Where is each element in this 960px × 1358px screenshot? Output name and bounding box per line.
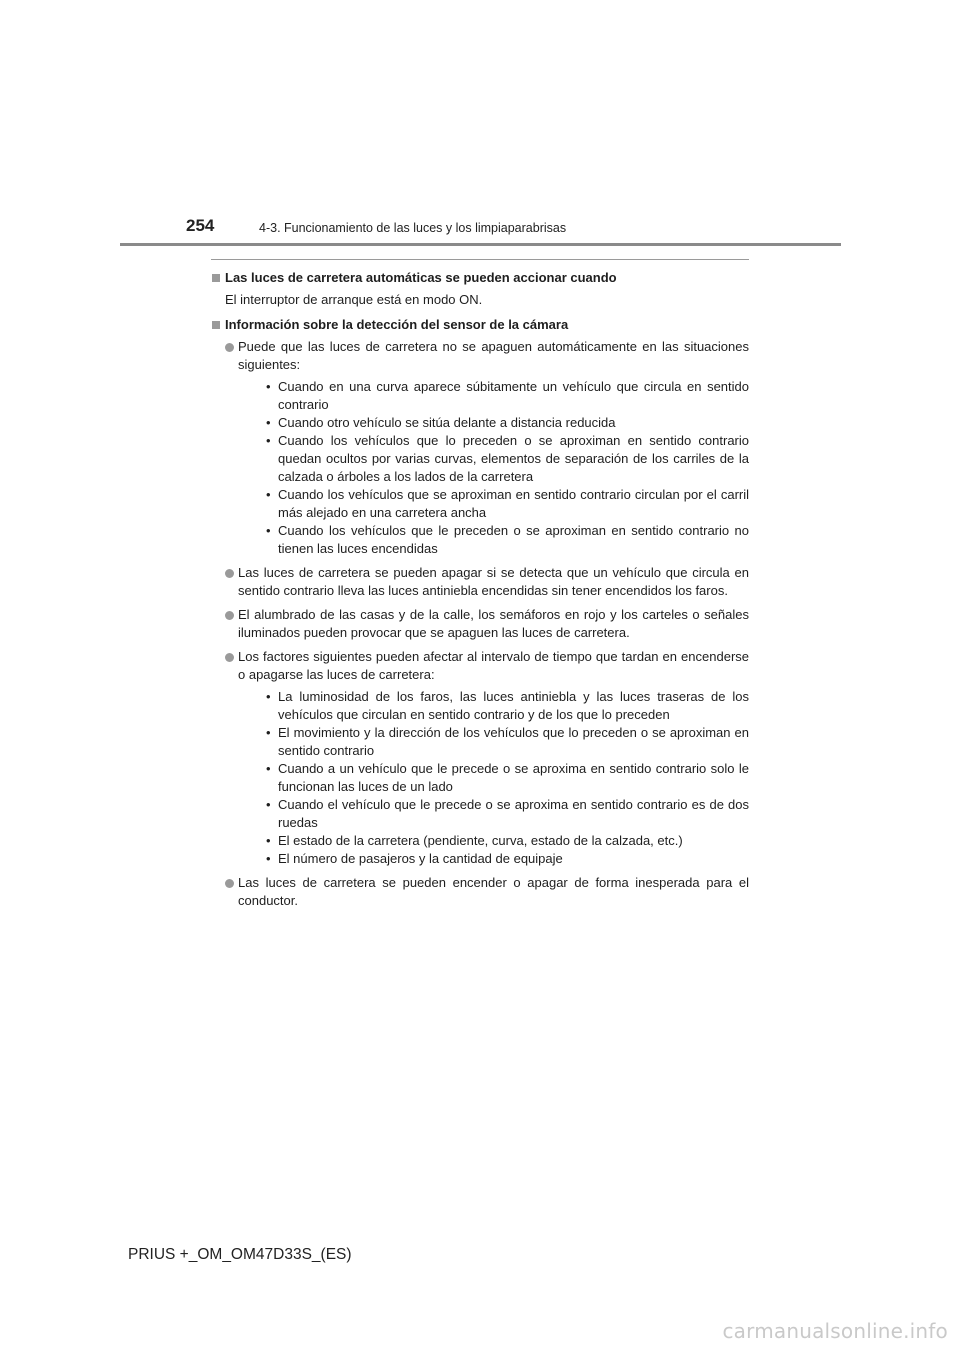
sub-bullet: • El número de pasajeros y la cantidad de equipaje — [266, 851, 563, 866]
sub-bullet: • Cuando los vehículos que se aproximan en sentido contrario circulan por el carril más alejado en una carretera ancha — [266, 487, 749, 520]
sub-bullet: • El movimiento y la dirección de los vehículos que lo preceden o se aproximan en sentido contrario — [266, 725, 749, 758]
sub-bullet: • La luminosidad de los faros, las luces antiniebla y las luces traseras de los vehículos que circulan en sentido contrario y de los que lo preceden — [266, 689, 749, 722]
sub-bullet: • Cuando a un vehículo que le precede o se aproxima en sentido contrario solo le funcionan las luces de un lado — [266, 761, 749, 794]
sub-bullet: • El estado de la carretera (pendiente, curva, estado de la calzada, etc.) — [266, 833, 683, 848]
sub-bullet: • Cuando otro vehículo se sitúa delante a distancia reducida — [266, 415, 616, 430]
section-title: 4-3. Funcionamiento de las luces y los limpiaparabrisas — [259, 221, 567, 235]
page-number: 254 — [186, 216, 215, 235]
square-bullet-icon — [212, 274, 220, 282]
list-item — [211, 564, 749, 600]
list-item-text: Las luces de carretera se pueden encender o apagar de forma inesperada para el conductor. — [238, 875, 749, 908]
sub-bullet: • Cuando el vehículo que le precede o se aproxima en sentido contrario es de dos ruedas — [266, 797, 749, 830]
sub-bullet: • Cuando los vehículos que le preceden o se aproximan en sentido contrario no tienen las luces encendidas — [266, 523, 749, 556]
circle-bullet-icon — [225, 343, 234, 352]
list-item — [211, 648, 749, 868]
sub-bullet: • Cuando los vehículos que lo preceden o se aproximan en sentido contrario quedan ocultos por varias curvas, elementos de separación de los carriles de la calzada o árboles a los lados de la carretera — [266, 433, 749, 484]
footer-model-code: PRIUS +_OM_OM47D33S_(ES) — [128, 1246, 352, 1263]
section-heading — [211, 316, 749, 334]
content-top-divider — [211, 259, 749, 260]
list-item-text: Las luces de carretera se pueden apagar si se detecta que un vehículo que circula en sentido contrario lleva las luces antiniebla encendidas sin tener encendidos los faros. — [238, 565, 749, 598]
list-item — [211, 606, 749, 642]
sub-bullet-list — [238, 688, 749, 868]
list-item — [211, 874, 749, 910]
main-content — [211, 266, 749, 916]
list-item-text: Los factores siguientes pueden afectar al intervalo de tiempo que tardan en encenderse o apagarse las luces de carretera: — [238, 649, 749, 682]
sub-bullet: • Cuando en una curva aparece súbitamente un vehículo que circula en sentido contrario — [266, 379, 749, 412]
square-bullet-icon — [212, 321, 220, 329]
section-heading-text: Información sobre la detección del sensor de la cámara — [225, 317, 569, 332]
header-divider — [120, 243, 841, 246]
section-paragraph: El interruptor de arranque está en modo ON. — [225, 292, 483, 307]
circle-bullet-icon — [225, 569, 234, 578]
list-item — [211, 338, 749, 558]
circle-bullet-icon — [225, 879, 234, 888]
circle-bullet-icon — [225, 653, 234, 662]
list-item-text: Puede que las luces de carretera no se apaguen automáticamente en las situaciones siguientes: — [238, 339, 749, 372]
circle-bullet-icon — [225, 611, 234, 620]
watermark-text: carmanualsonline.info — [722, 1319, 948, 1343]
list-item-text: El alumbrado de las casas y de la calle, los semáforos en rojo y los carteles o señales iluminados pueden provocar que se apaguen las luces de carretera. — [238, 607, 749, 640]
section-heading-text: Las luces de carretera automáticas se pueden accionar cuando — [225, 270, 617, 285]
section-heading — [211, 269, 749, 287]
sub-bullet-list — [238, 378, 749, 558]
